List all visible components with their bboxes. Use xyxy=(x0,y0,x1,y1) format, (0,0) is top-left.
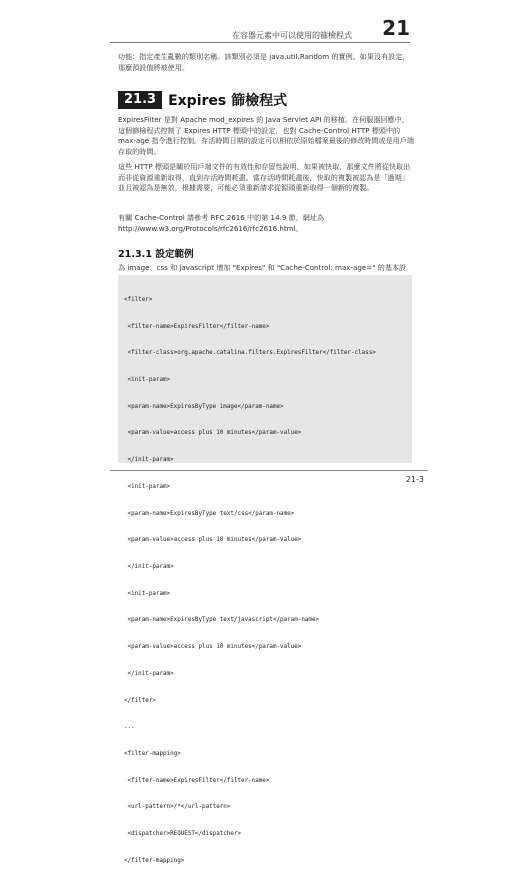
code-line: <param-name>ExpiresByType image</param-name> xyxy=(124,403,284,410)
code-line: <dispatcher>REQUEST</dispatcher> xyxy=(124,831,242,838)
running-header xyxy=(110,16,410,44)
intro-paragraph: 功能：指定產生亂數的類別名稱。該類別必須是 java.util.Random 的實例。如果沒有設定，那麼預設值將被使用。 xyxy=(118,52,410,72)
code-line: <param-value>access plus 10 minutes</param-value> xyxy=(124,430,302,437)
code-listing xyxy=(118,275,412,864)
running-title: 在容器元素中可以使用的篩檢程式 xyxy=(232,31,352,40)
example-intro: 為 image、css 和 javascript 增加 "Expires" 和 "Cache-Control: max-age=" 的基本設 xyxy=(118,263,407,272)
code-lines xyxy=(118,275,412,887)
code-line: <filter-name>ExpiresFilter</filter-name> xyxy=(124,777,270,784)
paragraph-block-3 xyxy=(118,213,414,234)
code-line: </init-param> xyxy=(124,457,174,464)
section-title: Expires 篩檢程式 xyxy=(168,93,288,109)
code-line: <filter-mapping> xyxy=(124,751,181,758)
code-line: <param-name>ExpiresByType text/css</param-name> xyxy=(124,510,295,517)
code-line: </filter> xyxy=(124,697,156,704)
code-line: <filter-class>org.apache.catalina.filters.ExpiresFilter</filter-class> xyxy=(124,350,376,357)
code-line: <filter-name>ExpiresFilter</filter-name> xyxy=(124,323,270,330)
paragraph-block-1 xyxy=(118,115,414,157)
code-line: </init-param> xyxy=(124,564,174,570)
code-line: <url-pattern>/*</url-pattern> xyxy=(124,804,231,811)
code-line: <filter> xyxy=(124,296,153,303)
code-line: <init-param> xyxy=(124,376,171,383)
body-paragraph: 這些 HTTP 標頭是關於用戶端文件的有效性和存留性說明，如果被快取，那麼文件將從快取出而非從資源重新取得，直到存活時間耗盡。當存活時間耗盡後，快取的複製被認為是「過期」並且被認為是無效，根據需要，可能必須重新請求從源頭重新取得一個新的複製。 xyxy=(118,162,411,193)
body-paragraph: ExpiresFilter 是對 Apache mod_expires 的 Java Servlet API 的移植。在伺服器回應中，這個篩檢程式控制了 Expires HTTP 標頭中的設定，也對 Cache-Control HTTP 標頭中的 max-age 指令進行控制。存活時間日期的設定可以相依於原始檔案最後的修改時間或是用戶端存取的時間。 xyxy=(118,115,414,156)
paragraph-block-2 xyxy=(118,162,414,194)
code-line: <init-param> xyxy=(124,590,171,597)
code-line: <param-value>access plus 10 minutes</param-value> xyxy=(124,644,302,651)
intro-paragraph-block xyxy=(118,52,414,73)
code-line: <param-name>ExpiresByType text/javascript</param-name> xyxy=(124,617,320,624)
code-line: ... xyxy=(124,724,135,731)
page-footer xyxy=(110,470,428,484)
chapter-number: 21 xyxy=(382,16,410,40)
section-heading xyxy=(118,91,287,109)
section-number-badge: 21.3 xyxy=(118,91,162,109)
code-line: </filter-mapping> xyxy=(124,857,185,864)
code-line: </init-param> xyxy=(124,670,174,677)
code-line: <init-param> xyxy=(124,483,171,490)
code-line: <param-value>access plus 10 minutes</param-value> xyxy=(124,537,302,544)
page-number: 21-3 xyxy=(405,475,424,484)
body-paragraph: 有關 Cache-Control 請參考 RFC 2616 中的第 14.9 節，網址為 http://www.w3.org/Protocols/rfc2616/rfc2616.html。 xyxy=(118,213,325,233)
subsection-heading: 21.3.1 設定範例 xyxy=(118,249,194,260)
header-rule xyxy=(110,42,410,43)
footer-rule xyxy=(110,470,428,471)
